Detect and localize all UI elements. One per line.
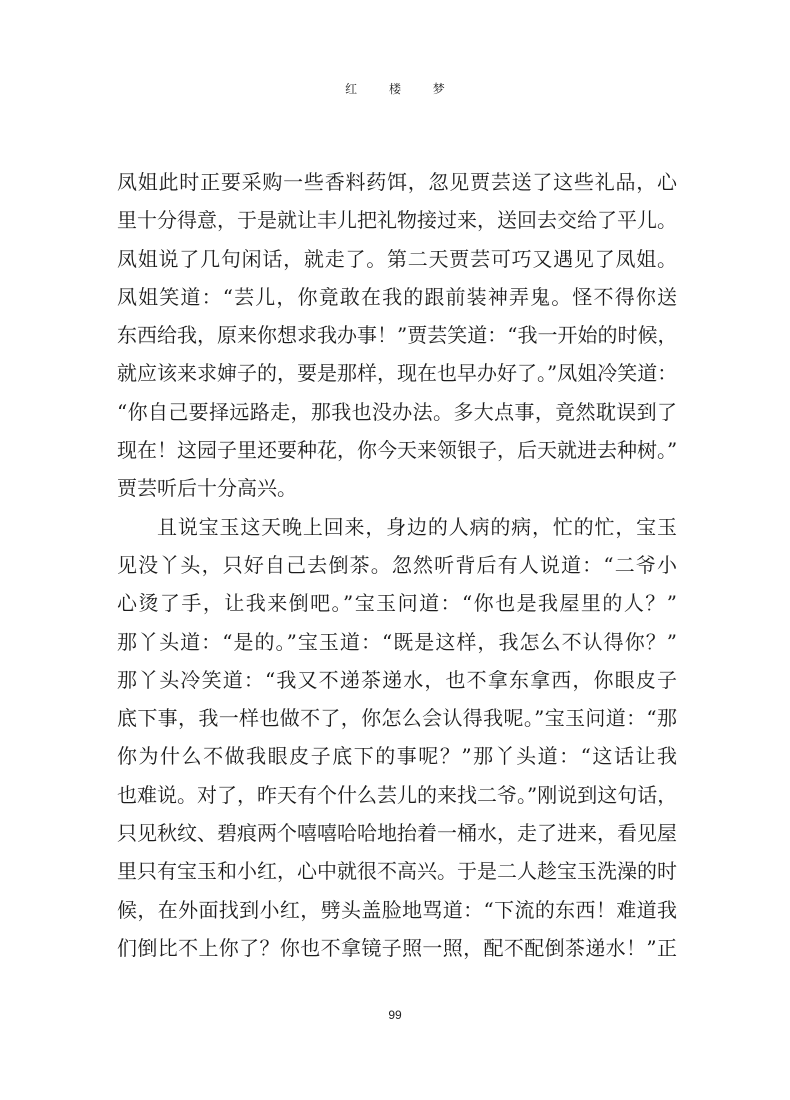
text-line: “你自己要择远路走，那我也没办法。多大点事，竟然耽误到了 <box>117 399 677 424</box>
text-line: 贾芸听后十分高兴。 <box>117 476 297 501</box>
text-line: 只见秋纹、碧痕两个嘻嘻哈哈地抬着一桶水，走了进来，看见屋 <box>117 821 677 846</box>
text-line: 里十分得意，于是就让丰儿把礼物接过来，送回去交给了平儿。 <box>117 208 677 233</box>
body-text <box>117 163 677 967</box>
page-number: 99 <box>388 1008 402 1022</box>
text-line: 里只有宝玉和小红，心中就很不高兴。于是二人趁宝玉洗澡的时 <box>117 859 677 884</box>
text-line: 那丫头冷笑道：“我又不递茶递水，也不拿东拿西，你眼皮子 <box>117 667 677 692</box>
text-line: 们倒比不上你了？你也不拿镜子照一照，配不配倒茶递水！”正 <box>117 935 677 960</box>
text-line: 凤姐笑道：“芸儿，你竟敢在我的跟前装神弄鬼。怪不得你送 <box>117 284 677 309</box>
text-line: 心烫了手，让我来倒吧。”宝玉问道：“你也是我屋里的人？” <box>117 591 677 616</box>
text-line: 底下事，我一样也做不了，你怎么会认得我呢。”宝玉问道：“那 <box>117 706 677 731</box>
text-line: 候，在外面找到小红，劈头盖脸地骂道：“下流的东西！难道我 <box>117 897 677 922</box>
text-line: 凤姐说了几句闲话，就走了。第二天贾芸可巧又遇见了凤姐。 <box>117 246 677 271</box>
text-line: 也难说。对了，昨天有个什么芸儿的来找二爷。”刚说到这句话， <box>117 782 678 807</box>
text-line: 东西给我，原来你想求我办事！”贾芸笑道：“我一开始的时候， <box>117 323 678 348</box>
paragraph-start-line: 且说宝玉这天晚上回来，身边的人病的病，忙的忙，宝玉 <box>157 514 677 539</box>
text-line: 现在！这园子里还要种花，你今天来领银子，后天就进去种树。” <box>117 438 678 463</box>
text-line: 你为什么不做我眼皮子底下的事呢？”那丫头道：“这话让我 <box>117 744 677 769</box>
text-line: 凤姐此时正要采购一些香料药饵，忽见贾芸送了这些礼品，心 <box>117 170 677 194</box>
running-head: 红 楼 梦 <box>345 82 459 96</box>
text-line: 就应该来求婶子的，要是那样，现在也早办好了。”凤姐冷笑道： <box>117 361 678 386</box>
text-line: 见没丫头，只好自己去倒茶。忽然听背后有人说道：“二爷小 <box>117 552 677 577</box>
text-line: 那丫头道：“是的。”宝玉道：“既是这样，我怎么不认得你？” <box>117 629 677 654</box>
